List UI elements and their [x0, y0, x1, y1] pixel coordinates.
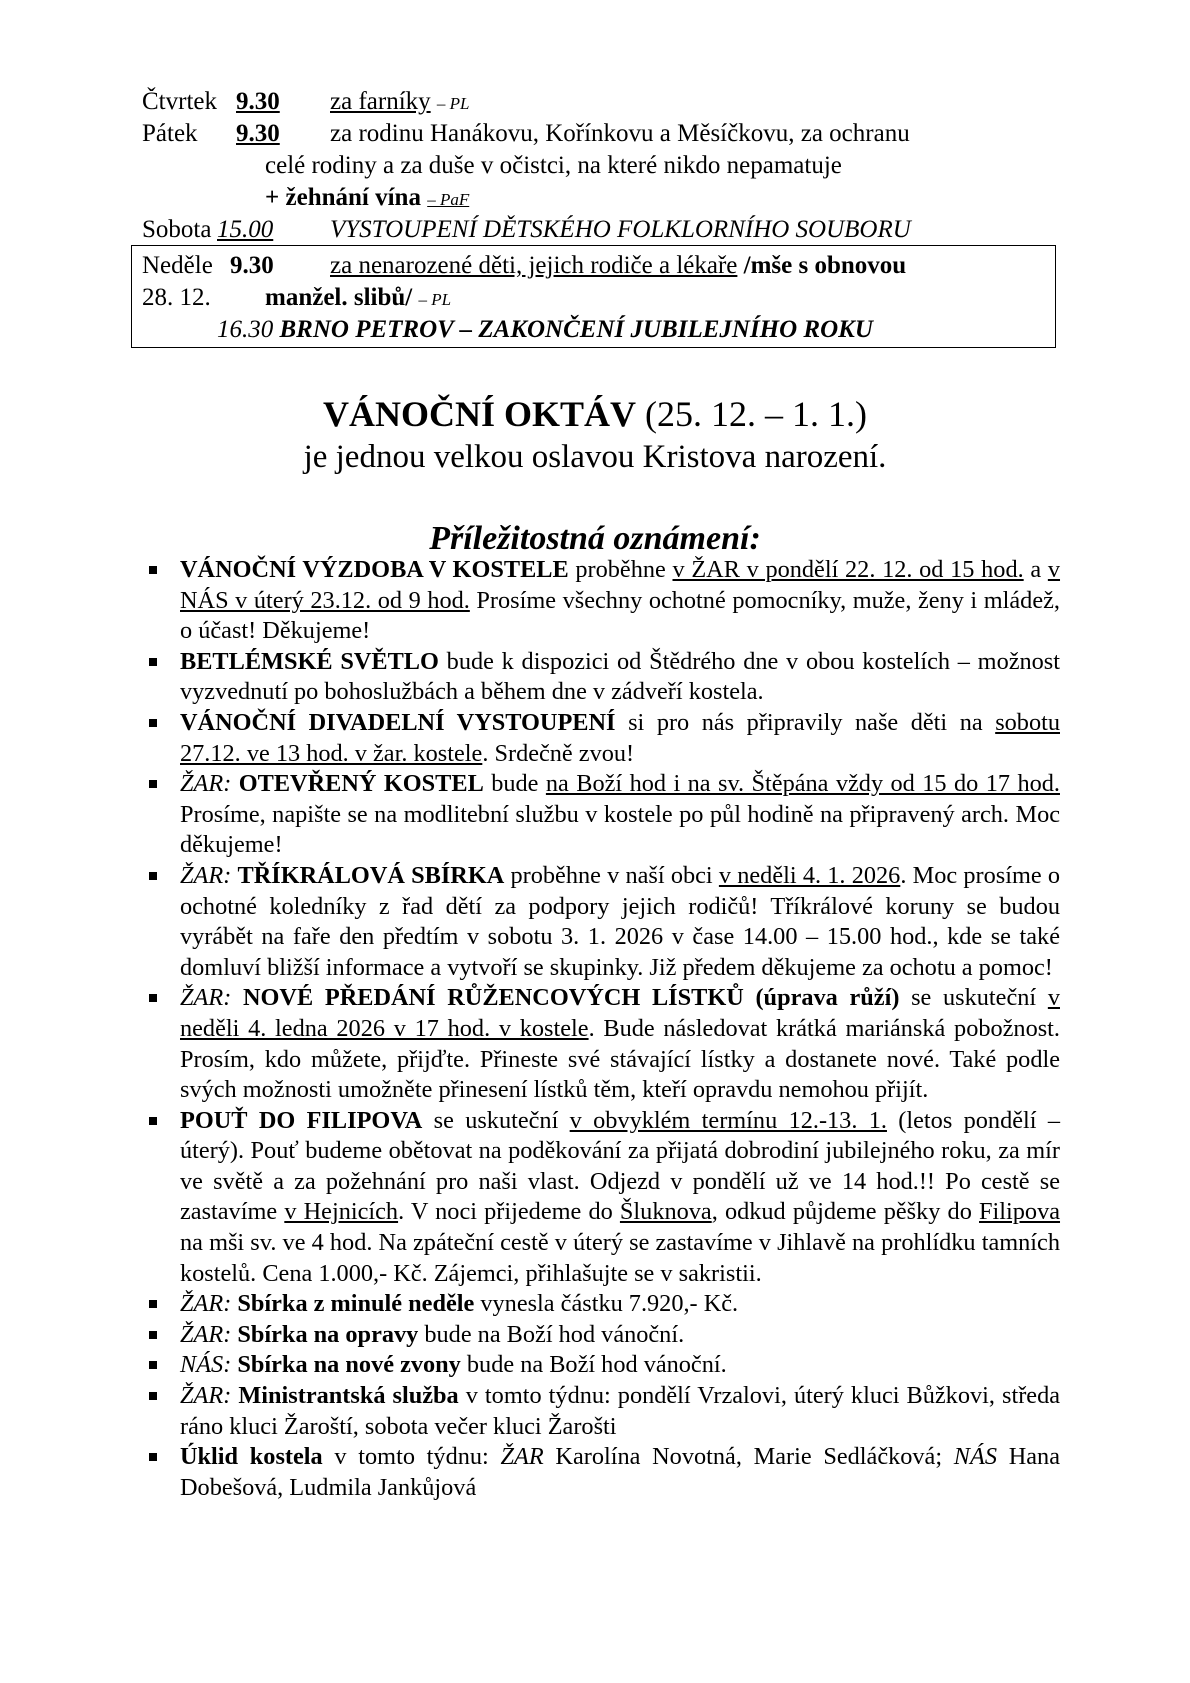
list-item: ŽAR: OTEVŘENÝ KOSTEL bude na Boží hod i na sv. Štěpána vždy od 15 do 17 hod. Prosíme, napište se na modlitební službu v kostele po půl hodině na připravený arch. Moc děkujeme!: [145, 769, 1060, 861]
bullet-icon: [149, 566, 157, 574]
schedule-row-friday-cont: [142, 150, 1062, 182]
bullet-icon: [149, 1117, 157, 1125]
mass-schedule: [142, 86, 1062, 246]
vow-renewal-note-cont: manžel. slibů/ – PL: [265, 284, 452, 311]
list-item: ŽAR: Sbírka z minulé neděle vynesla částku 7.920,- Kč.: [145, 1289, 1060, 1320]
celebrant-initials: – PL: [418, 290, 452, 309]
mass-time: 9.30: [236, 88, 280, 115]
list-item: POUŤ DO FILIPOVA se uskuteční v obvyklém termínu 12.-13. 1. (letos pondělí – úterý). Pouť budeme obětovat na poděkování za přijatá dobrodiní jubilejného roku, za mír ve světě a za požehnání pro naši vlast. Odjezd v pondělí už ve 14 hod.!! Po cestě se zastavíme v Hejnicích. V noci přijedeme do Šluknova, odkud půjdeme pěšky do Filipova na mši sv. ve 4 hod. Na zpáteční cestě v úterý se zastavíme v Jihlavě na prohlídku tamních kostelů. Cena 1.000,- Kč. Zájemci, přihlašujte se v sakristii.: [145, 1106, 1060, 1290]
list-item: NÁS: Sbírka na nové zvony bude na Boží hod vánoční.: [145, 1350, 1060, 1381]
announcement-list: [145, 555, 1060, 1503]
bullet-icon: [149, 1361, 157, 1369]
list-item: ŽAR: NOVÉ PŘEDÁNÍ RŮŽENCOVÝCH LÍSTKŮ (úprava růží) se uskuteční v neděli 4. ledna 2026 v 17 hod. v kostele. Bude následovat krátká mariánská pobožnost. Prosím, kdo můžete, přijďte. Přineste své stávající lístky a dostanete nové. Také podle svých možnosti umožněte přinesení lístků těm, kteří opravdu nemohou přijít.: [145, 983, 1060, 1105]
day-label: Sobota: [142, 216, 212, 243]
list-item: Úklid kostela v tomto týdnu: ŽAR Karolína Novotná, Marie Sedláčková; NÁS Hana Dobešová, Ludmila Jankůjová: [145, 1442, 1060, 1503]
event-line: 16.30 BRNO PETROV – ZAKONČENÍ JUBILEJNÍHO ROKU: [217, 316, 873, 343]
day-label: Pátek: [142, 120, 198, 147]
schedule-row-sunday: [142, 250, 1062, 282]
list-item: BETLÉMSKÉ SVĚTLO bude k dispozici od Štědrého dne v obou kostelích – možnost vyzvednutí po bohoslužbách a během dne v zádveří kostela.: [145, 647, 1060, 708]
sunday-schedule: [142, 250, 1062, 346]
event-title: BRNO PETROV – ZAKONČENÍ JUBILEJNÍHO ROKU: [279, 316, 873, 343]
bullet-icon: [149, 1300, 157, 1308]
bullet-icon: [149, 1331, 157, 1339]
wine-blessing: + žehnání vína – PaF: [265, 184, 470, 211]
bullet-icon: [149, 658, 157, 666]
schedule-row-sunday-2: [142, 282, 1062, 314]
date-label: 28. 12.: [142, 284, 211, 311]
schedule-row-saturday: [142, 214, 1062, 246]
list-item: VÁNOČNÍ VÝZDOBA V KOSTELE proběhne v ŽAR v pondělí 22. 12. od 15 hod. a v NÁS v úterý 23.12. od 9 hod. Prosíme všechny ochotné pomocníky, muže, ženy i mládež, o účast! Děkujeme!: [145, 555, 1060, 647]
vow-renewal-note: /mše s obnovou: [743, 252, 907, 279]
announcements-heading: Příležitostná oznámení:: [429, 520, 761, 557]
celebrant-initials: – PL: [436, 94, 470, 113]
day-label: Čtvrtek: [142, 88, 217, 115]
list-item: VÁNOČNÍ DIVADELNÍ VYSTOUPENÍ si pro nás připravily naše děti na sobotu 27.12. ve 13 hod. v žar. kostele. Srdečně zvou!: [145, 708, 1060, 769]
bullet-icon: [149, 1453, 157, 1461]
list-item: ŽAR: Sbírka na opravy bude na Boží hod vánoční.: [145, 1320, 1060, 1351]
octave-subtitle: je jednou velkou oslavou Kristova narození.: [303, 439, 887, 475]
mass-intention: za farníky – PL: [330, 88, 470, 115]
schedule-row-thursday: [142, 86, 1062, 118]
bullet-icon: [149, 719, 157, 727]
bullet-icon: [149, 994, 157, 1002]
bullet-icon: [149, 1392, 157, 1400]
schedule-row-friday-blessing: [142, 182, 1062, 214]
mass-time: 9.30: [230, 252, 274, 279]
mass-intention: za rodinu Hanákovu, Kořínkovu a Měsíčkovu, za ochranu: [330, 120, 910, 147]
event-title: VYSTOUPENÍ DĚTSKÉHO FOLKLORNÍHO SOUBORU: [330, 216, 911, 243]
bullet-icon: [149, 872, 157, 880]
schedule-row-friday: [142, 118, 1062, 150]
schedule-row-sunday-event: [142, 314, 1062, 346]
day-label: Neděle: [142, 252, 213, 279]
mass-intention-continued: celé rodiny a za duše v očistci, na které nikdo nepamatuje: [265, 152, 842, 179]
list-item: ŽAR: Ministrantská služba v tomto týdnu: pondělí Vrzalovi, úterý kluci Bůžkovi, středa ráno kluci Žaroští, sobota večer kluci Žarošti: [145, 1381, 1060, 1442]
event-time: 15.00: [217, 216, 274, 243]
mass-time: 9.30: [236, 120, 280, 147]
octave-title: VÁNOČNÍ OKTÁV (25. 12. – 1. 1.): [323, 394, 867, 434]
list-item: ŽAR: TŘÍKRÁLOVÁ SBÍRKA proběhne v naší obci v neděli 4. 1. 2026. Moc prosíme o ochotné koledníky z řad dětí za podpory jejich rodičů! Tříkrálové koruny se budou vyrábět na faře den předtím v sobotu 3. 1. 2026 v čase 14.00 – 15.00 hod., kde se také domluví bližší informace a vytvoří se skupinky. Již předem děkujeme za ochotu a pomoc!: [145, 861, 1060, 983]
bullet-icon: [149, 780, 157, 788]
mass-intention: za nenarozené děti, jejich rodiče a lékaře /mše s obnovou: [330, 252, 907, 279]
celebrant-initials: – PaF: [427, 190, 470, 209]
octave-dates: (25. 12. – 1. 1.): [645, 394, 867, 434]
